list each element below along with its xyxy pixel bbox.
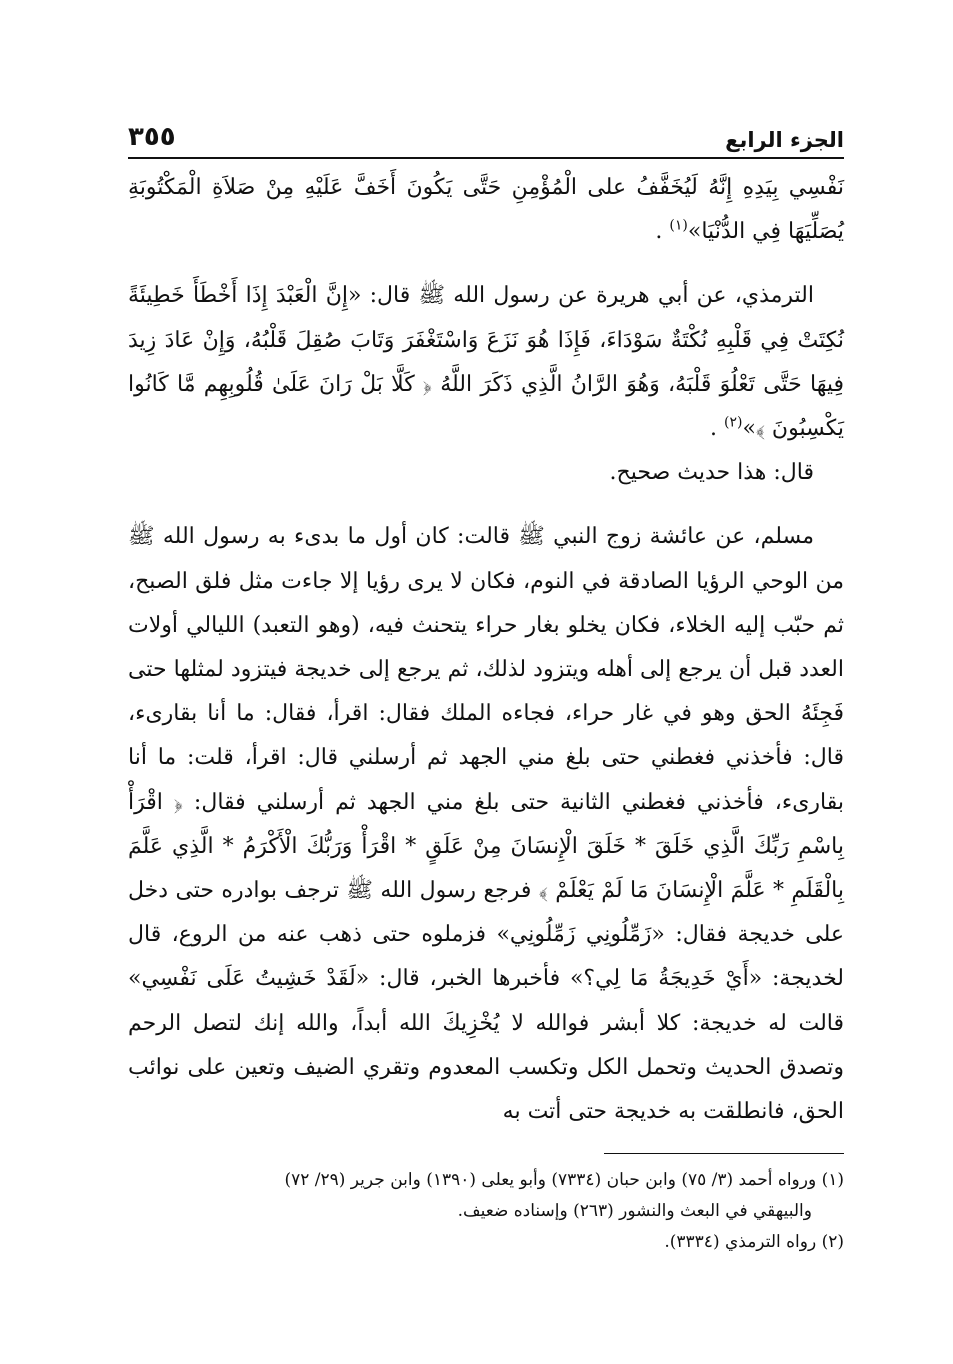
- paragraph-muslim: مسلم، عن عائشة زوج النبي ﷺ قالت: كان أول ما بدىء به رسول الله ﷺ من الوحي الرؤيا الصادقة في النوم، فكان لا يرى رؤيا إلا جاءت مثل فلق الصبح، ثم حبّب إليه الخلاء، فكان يخلو بغار حراء يتحنث فيه، (وهو التعبد) الليالي أولات العدد قبل أن يرجع إلى أهله ويتزود لذلك، ثم يرجع إلى خديجة فيتزود لمثلها حتى فَجِئَهُ الحق وهو في غار حراء، فجاءه الملك فقال: اقرأ، فقال: ما أنا بقارىء، قال: فأخذني فغطني حتى بلغ مني الجهد ثم أرسلني قال: اقرأ، قلت: ما أنا بقارىء، فأخذني فغطني الثانية حتى بلغ مني الجهد ثم أرسلني فقال: ﴿ اقْرَأْ بِاسْمِ رَبِّكَ الَّذِي خَلَقَ * خَلَقَ الْإِنسَانَ مِنْ عَلَقٍ * اقْرَأْ وَرَبُّكَ الْأَكْرَمُ * الَّذِي عَلَّمَ بِالْقَلَمِ * عَلَّمَ الْإِنسَانَ مَا لَمْ يَعْلَمْ ﴾ فرجع رسول الله ﷺ ترجف بوادره حتى دخل على خديجة فقال: «زَمِّلُونِي زَمِّلُونِي» فزملوه حتى ذهب عنه من الروع، قال لخديجة: «أَيْ خَدِيجَةُ مَا لِي؟» فأخبرها الخبر، قال: «لَقَدْ خَشِيتُ عَلَى نَفْسِي» قالت له خديجة: كلا أبشر فوالله لا يُخْزِيكَ الله أبداً، والله إنك لتصل الرحم وتصدق الحديث وتحمل الكل وتكسب المعدوم وتقري الضيف وتعين على نوائب الحق، فانطلقت به خديجة حتى أتت به: [128, 524, 844, 1125]
- paragraph-tirmidhi: الترمذي، عن أبي هريرة عن رسول الله ﷺ قال: «إِنَّ الْعَبْدَ إِذَا أَخْطَأَ خَطِيئَةً نُكِتَتْ فِي قَلْبِهِ نُكْتَةٌ سَوْدَاءَ، فَإِذَا هُوَ نَزَعَ وَاسْتَغْفَرَ وَتَابَ صُقِلَ قَلْبُهُ، وَإِنْ عَادَ زِيدَ فِيهَا حَتَّى تَعْلُوَ قَلْبَهُ، وَهُوَ الرَّانُ الَّذِي ذَكَرَ اللَّهُ ﴿ كَلَّا بَلْ رَانَ عَلَىٰ قُلُوبِهِم مَّا كَانُوا يَكْسِبُونَ ﴾»$^{(٢)}$ .: [128, 283, 844, 442]
- main-text: [128, 166, 844, 1134]
- header-divider: [128, 157, 844, 159]
- page-number: ٣٥٥: [128, 122, 176, 152]
- footnotes: [128, 1165, 844, 1258]
- paragraph-continuation: نَفْسِي بِيَدِهِ إِنَّهُ لَيُخَفَّفُ على الْمُؤْمِنِ حَتَّى يَكُونَ أَخَفَّ عَلَيْهِ مِنْ صَلاَةِ الْمَكْتُوبَةِ يُصَلِّيَهَا فِي الدُّنْيَا»$^{(١)}$ .: [128, 175, 844, 245]
- paragraph-grading: قال: هذا حديث صحيح.: [609, 460, 814, 486]
- footnote-ref-2: (٢): [723, 414, 743, 431]
- chapter-title: الجزء الرابع: [725, 128, 844, 152]
- page-header: [128, 112, 844, 152]
- footnote-2: (٢) رواه الترمذي (٣٣٣٤).: [664, 1232, 844, 1252]
- footnote-1-continuation: والبيهقي في البعث والنشور (٢٦٣) وإسناده ضعيف.: [457, 1201, 812, 1221]
- footnote-1: (١) ورواه أحمد (٣/ ٧٥) وابن حبان (٧٣٣٤) وأبو يعلى (١٣٩٠) وابن جرير (٢٩/ ٧٢): [284, 1170, 844, 1190]
- footnote-ref-1: (١): [669, 217, 688, 234]
- footnote-divider: [604, 1153, 844, 1154]
